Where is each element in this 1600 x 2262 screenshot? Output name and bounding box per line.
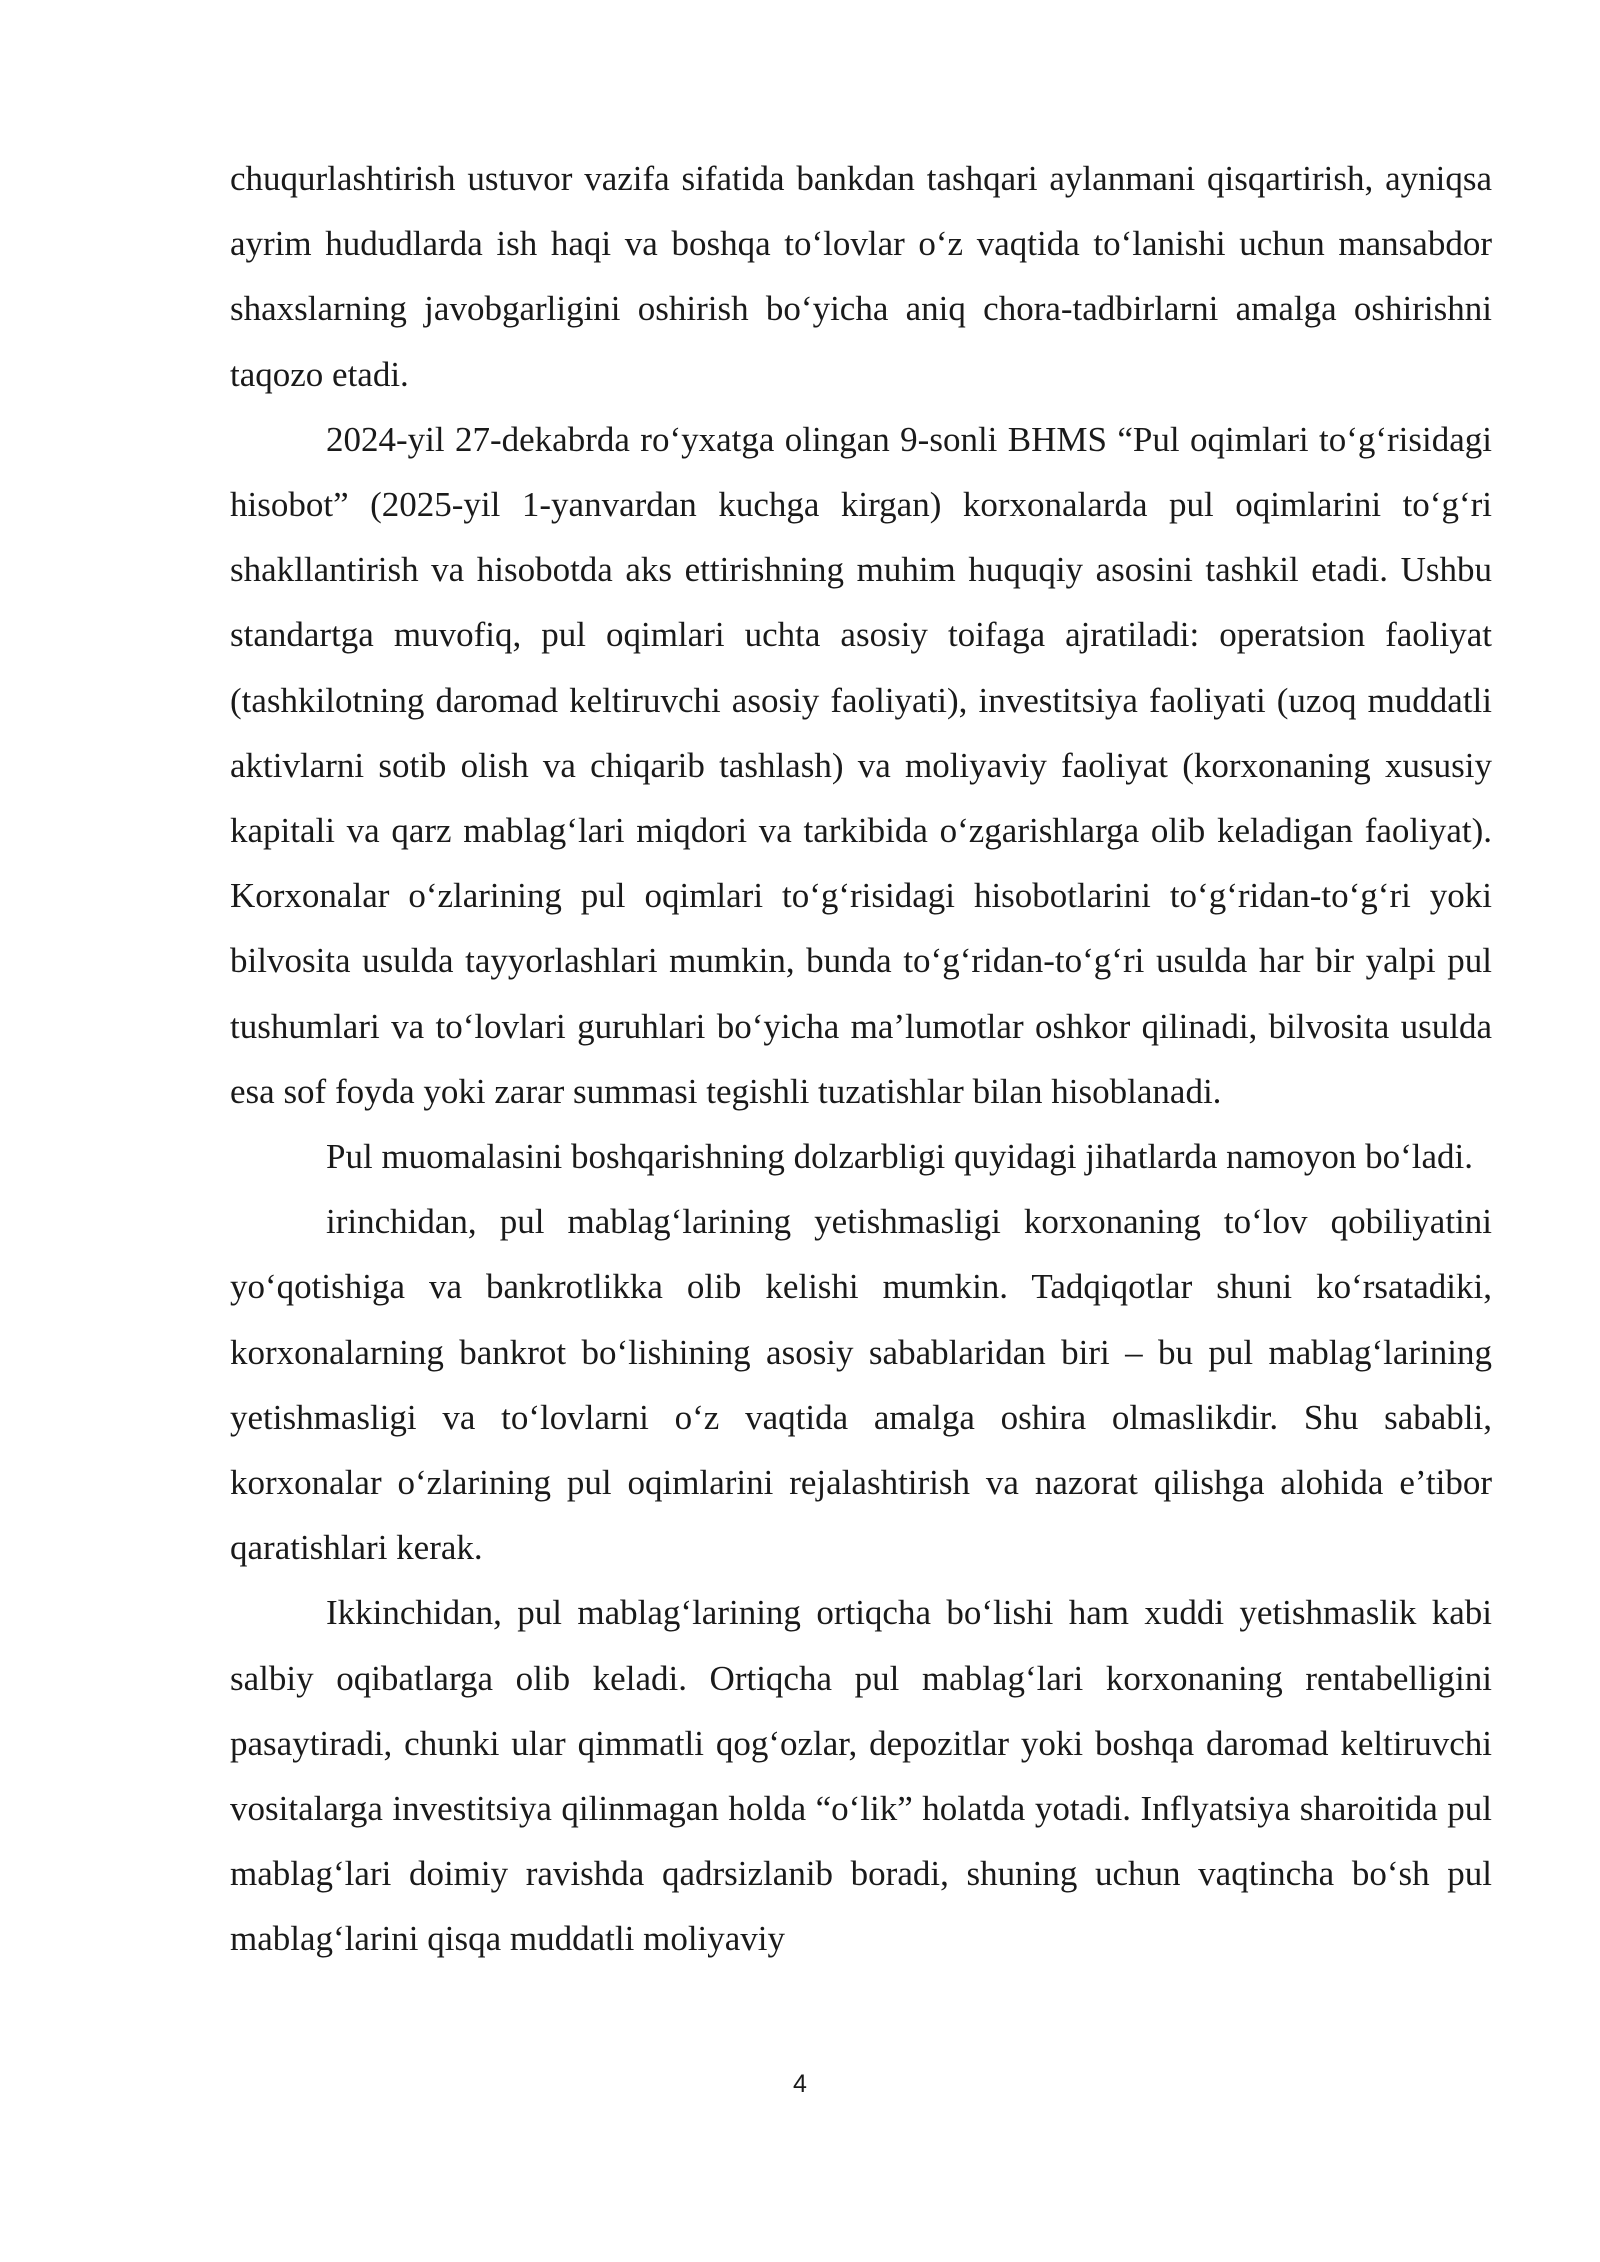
- paragraph-first-point: irinchidan, pul mablag‘larining yetishmasligi korxonaning to‘lov qobiliyatini yo‘qotishiga va bankrotlikka olib kelishi mumkin. Tadqiqotlar shuni ko‘rsatadiki, korxonalarning bankrot bo‘lishining asosiy sabablaridan biri – bu pul mablag‘larining yetishmasligi va to‘lovlarni o‘z vaqtida amalga oshira olmaslikdir. Shu sababli, korxonalar o‘zlarining pul oqimlarini rejalashtirish va nazorat qilishga alohida e’tibor qaratishlari kerak.: [230, 1202, 1492, 1568]
- paragraph-relevance-intro: Pul muomalasini boshqarishning dolzarbligi quyidagi jihatlarda namoyon bo‘ladi.: [326, 1137, 1474, 1177]
- paragraph-second-point: Ikkinchidan, pul mablag‘larining ortiqcha bo‘lishi ham xuddi yetishmaslik kabi salbiy oqibatlarga olib keladi. Ortiqcha pul mablag‘lari korxonaning rentabelligini pasaytiradi, chunki ular qimmatli qog‘ozlar, depozitlar yoki boshqa daromad keltiruvchi vositalarga investitsiya qilinmagan holda “o‘lik” holatda yotadi. Inflyatsiya sharoitida pul mablag‘lari doimiy ravishda qadrsizlanib boradi, shuning uchun vaqtincha bo‘sh pul mablag‘larini qisqa muddatli moliyaviy: [230, 1593, 1492, 1959]
- page-number: 4: [793, 2070, 807, 2098]
- body-text: [230, 146, 1492, 1972]
- paragraph-continuation: chuqurlashtirish ustuvor vazifa sifatida bankdan tashqari aylanmani qisqartirish, ayniqsa ayrim hududlarda ish haqi va boshqa to‘lovlar o‘z vaqtida to‘lanishi uchun mansabdor shaxslarning javobgarligini oshirish bo‘yicha aniq chora-tadbirlarni amalga oshirishni taqozo etadi.: [230, 159, 1492, 394]
- paragraph-bhms-standard: 2024-yil 27-dekabrda ro‘yxatga olingan 9-sonli BHMS “Pul oqimlari to‘g‘risidagi hisobot” (2025-yil 1-yanvardan kuchga kirgan) korxonalarda pul oqimlarini to‘g‘ri shakllantirish va hisobotda aks ettirishning muhim huquqiy asosini tashkil etadi. Ushbu standartga muvofiq, pul oqimlari uchta asosiy toifaga ajratiladi: operatsion faoliyat (tashkilotning daromad keltiruvchi asosiy faoliyati), investitsiya faoliyati (uzoq muddatli aktivlarni sotib olish va chiqarib tashlash) va moliyaviy faoliyat (korxonaning xususiy kapitali va qarz mablag‘lari miqdori va tarkibida o‘zgarishlarga olib keladigan faoliyat). Korxonalar o‘zlarining pul oqimlari to‘g‘risidagi hisobotlarini to‘g‘ridan-to‘g‘ri yoki bilvosita usulda tayyorlashlari mumkin, bunda to‘g‘ridan-to‘g‘ri usulda har bir yalpi pul tushumlari va to‘lovlari guruhlari bo‘yicha ma’lumotlar oshkor qilinadi, bilvosita usulda esa sof foyda yoki zarar summasi tegishli tuzatishlar bilan hisoblanadi.: [230, 419, 1492, 1111]
